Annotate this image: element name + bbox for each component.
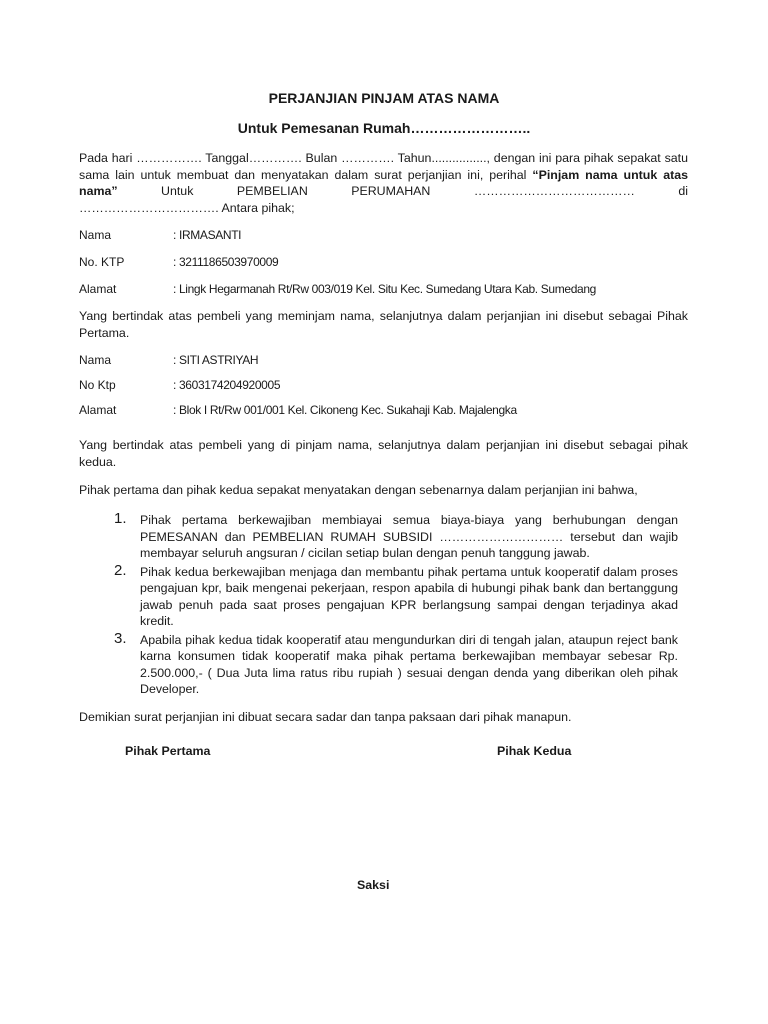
pihak-pertama-nama-row <box>79 227 688 245</box>
intro-text <box>79 150 688 200</box>
document-subtitle: Untuk Pemesanan Rumah…………………….. <box>237 120 531 136</box>
pihak-pertama-ktp-value: : 3211186503970009 <box>173 255 279 269</box>
intro-part1: Pada hari ……………. Tanggal…………. Bulan …………. Tahun................, dengan ini para pihak sepakat satu sama lain untuk membuat dan menyatakan dalam surat perjanjian ini, perihal <box>79 151 688 182</box>
pihak-kedua-ktp-row <box>79 377 688 395</box>
pihak-kedua-nama-value: : SITI ASTRIYAH <box>173 353 259 367</box>
clause-text: Pihak pertama berkewajiban membiayai semua biaya-biaya yang berhubungan dengan PEMESANAN dan PEMBELIAN RUMAH SUBSIDI ………………………… tersebut dan wajib membayar seluruh angsuran / cicilan setiap bulan dengan penuh tanggung jawab. <box>140 513 678 560</box>
signature-pihak-pertama: Pihak Pertama <box>125 744 211 758</box>
pihak-pertama-alamat-label: Alamat <box>79 282 117 296</box>
intro-part2: Untuk PEMBELIAN PERUMAHAN ………………………………… di <box>117 184 688 198</box>
clause-text: Pihak kedua berkewajiban menjaga dan membantu pihak pertama untuk kooperatif dalam proses pengajuan kpr, baik mengenai pekerjaan, respon apabila di hubungi pihak bank dan bertanggung jawab penuh pada saat proses pengajuan KPR berlangsung sampai dengan terjadinya akad kredit. <box>140 564 678 628</box>
clause-number: 2. <box>114 561 127 579</box>
pihak-kedua-alamat-label: Alamat <box>79 403 117 417</box>
clause-number: 1. <box>114 510 127 527</box>
pihak-kedua-alamat-value: : Blok I Rt/Rw 001/001 Kel. Cikoneng Kec. Sukahaji Kab. Majalengka <box>173 403 517 417</box>
clause-item <box>110 561 678 630</box>
signature-pihak-kedua: Pihak Kedua <box>497 744 572 758</box>
pihak-pertama-alamat-row <box>79 281 688 299</box>
pihak-kedua-nama-row <box>79 352 688 370</box>
pihak-kedua-alamat-row <box>79 402 688 420</box>
closing-statement: Demikian surat perjanjian ini dibuat secara sadar dan tanpa paksaan dari pihak manapun. <box>79 710 572 724</box>
document-title: PERJANJIAN PINJAM ATAS NAMA <box>268 90 500 106</box>
clause-item <box>110 512 678 562</box>
pihak-kedua-description: Yang bertindak atas pembeli yang di pinjam nama, selanjutnya dalam perjanjian ini disebut sebagai pihak kedua. <box>79 438 688 469</box>
pihak-kedua-ktp-label: No Ktp <box>79 378 116 392</box>
agreement-statement: Pihak pertama dan pihak kedua sepakat menyatakan dengan sebenarnya dalam perjanjian ini bahwa, <box>79 483 638 497</box>
pihak-pertama-description: Yang bertindak atas pembeli yang meminjam nama, selanjutnya dalam perjanjian ini disebut sebagai Pihak Pertama. <box>79 309 688 340</box>
clause-number: 3. <box>114 629 127 647</box>
pihak-pertama-nama-value: : IRMASANTI <box>173 228 242 242</box>
pihak-pertama-nama-label: Nama <box>79 228 112 242</box>
intro-paragraph <box>79 150 688 216</box>
pihak-kedua-nama-label: Nama <box>79 353 112 367</box>
clause-item <box>110 629 678 698</box>
pihak-pertama-ktp-row <box>79 254 688 272</box>
intro-line2: ……………………………. Antara pihak; <box>79 200 295 215</box>
pihak-pertama-ktp-label: No. KTP <box>79 255 125 269</box>
signature-saksi: Saksi <box>357 878 390 892</box>
pihak-kedua-ktp-value: : 3603174204920005 <box>173 378 281 392</box>
agreement-clauses <box>110 512 678 700</box>
clause-text: Apabila pihak kedua tidak kooperatif atau mengundurkan diri di tengah jalan, ataupun reject bank karna konsumen tidak kooperatif maka pihak pertama berkewajiban membayar sebesar Rp. 2.500.000,- ( Dua Juta lima ratus ribu rupiah ) sesuai dengan denda yang diberikan oleh pihak Developer. <box>140 632 678 696</box>
intro-bold-subject: “Pinjam nama untuk atas nama” <box>79 167 688 198</box>
pihak-pertama-alamat-value: : Lingk Hegarmanah Rt/Rw 003/019 Kel. Situ Kec. Sumedang Utara Kab. Sumedang <box>173 282 596 296</box>
